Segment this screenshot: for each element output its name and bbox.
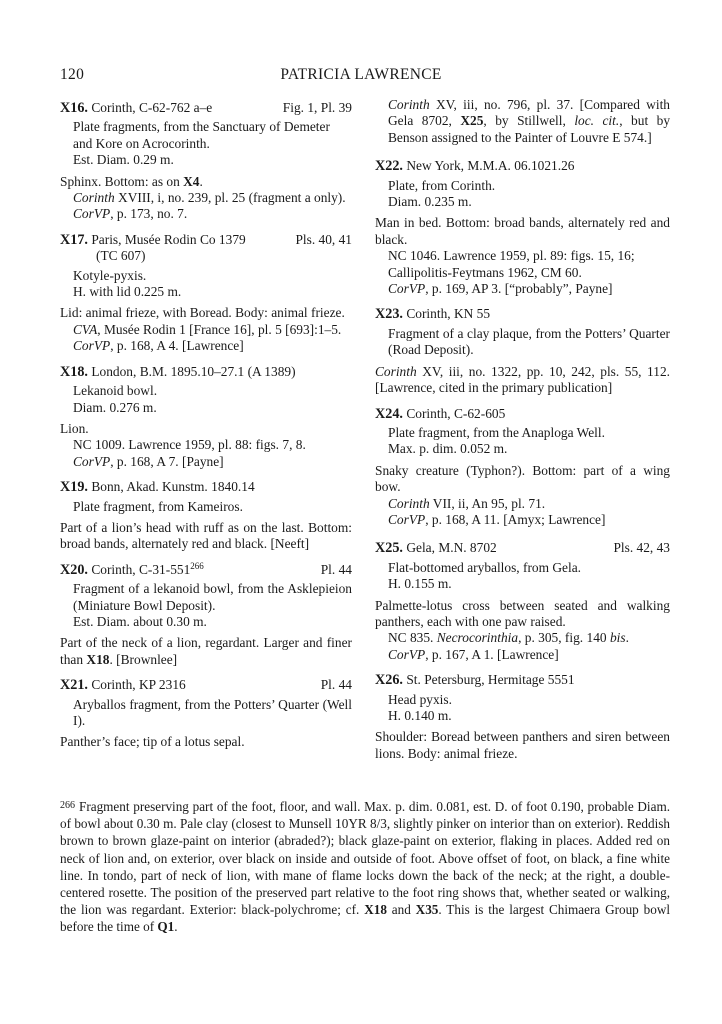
entry-shape: Fragment of a clay plaque, from the Potters’ Quarter (Road Deposit). xyxy=(388,325,670,358)
catalogue-entry-x22 xyxy=(375,158,670,297)
entry-id: X18. xyxy=(60,363,88,380)
entry-dimension: Diam. 0.235 m. xyxy=(388,194,472,210)
entry-literature: CVA, Musée Rodin 1 [France 16], pl. 5 [693]:1–5. xyxy=(73,321,342,337)
entry-shape: Aryballos fragment, from the Potters’ Quarter (Well I). xyxy=(73,696,352,728)
plate-reference: Pl. 44 xyxy=(320,677,352,693)
entry-description: Snaky creature (Typhon?). Bottom: part of a wing bow. xyxy=(375,462,670,495)
entry-title: Corinth, KP 2316 xyxy=(91,677,186,693)
catalogue-entry-x24 xyxy=(375,406,670,529)
entry-literature: CorVP, p. 167, A 1. [Lawrence] xyxy=(388,646,559,662)
entry-id: X23. xyxy=(375,306,403,323)
entry-dimension: Est. Diam. about 0.30 m. xyxy=(73,613,207,629)
catalogue-entry-x16 xyxy=(60,100,352,223)
plate-reference: Pls. 42, 43 xyxy=(613,540,670,556)
entry-shape: Plate fragments, from the Sanctuary of Demeter and Kore on Acrocorinth. xyxy=(73,119,330,151)
entry-literature: CorVP, p. 168, A 7. [Payne] xyxy=(73,453,224,469)
plate-reference: Pls. 40, 41 xyxy=(295,231,352,247)
catalogue-entry-x21 xyxy=(60,677,352,751)
entry-heading xyxy=(60,479,352,495)
entry-heading xyxy=(60,677,352,693)
entry-title: Paris, Musée Rodin Co 1379 xyxy=(91,231,246,247)
running-title: PATRICIA LAWRENCE xyxy=(280,66,442,83)
page-number: 120 xyxy=(60,66,85,83)
entry-shape: Kotyle-pyxis. xyxy=(73,267,147,283)
plate-reference: Pl. 44 xyxy=(320,561,352,577)
entry-title: Corinth, C-62-762 a–e xyxy=(91,100,213,115)
entry-shape: Plate, from Corinth. xyxy=(388,177,496,193)
entry-literature: Corinth XV, iii, no. 1322, pp. 10, 242, pls. 55, 112. [Lawrence, cited in the primary publication] xyxy=(375,363,670,396)
entry-heading xyxy=(60,364,352,380)
entry-description: Palmette-lotus cross between seated and walking panthers, each with one paw raised. xyxy=(375,597,670,629)
right-column xyxy=(375,97,670,771)
entry-dimension: H. 0.140 m. xyxy=(388,708,452,723)
entry-title-continued: (TC 607) xyxy=(96,248,146,264)
catalogue-entry-x26 xyxy=(375,672,670,762)
entry-description: Lion. xyxy=(60,420,89,436)
entry-description: Man in bed. Bottom: broad bands, alternately red and black. xyxy=(375,215,670,247)
entry-literature: Corinth XVIII, i, no. 239, pl. 25 (fragment a only). xyxy=(73,190,346,206)
entry-literature: NC 1009. Lawrence 1959, pl. 88: figs. 7, 8. xyxy=(73,437,306,453)
entry-heading xyxy=(375,306,670,322)
footnote-number: 266 xyxy=(60,800,75,811)
plate-reference: Fig. 1, Pl. 39 xyxy=(282,100,352,115)
entry-literature: CorVP, p. 169, AP 3. [“probably”, Payne] xyxy=(388,281,613,297)
entry-heading xyxy=(375,158,670,174)
entry-heading xyxy=(60,100,352,116)
entry-id: X22. xyxy=(375,158,403,175)
entry-literature: CorVP, p. 173, no. 7. xyxy=(73,206,188,222)
catalogue-entry-x18 xyxy=(60,364,352,470)
entry-id: X19. xyxy=(60,479,88,496)
entry-id: X16. xyxy=(60,100,88,116)
entry-literature: CorVP, p. 168, A 11. [Amyx; Lawrence] xyxy=(388,511,606,527)
entry-heading xyxy=(375,540,670,556)
entry-dimension: H. 0.155 m. xyxy=(388,576,452,592)
entry-dimension: Max. p. dim. 0.052 m. xyxy=(388,441,508,457)
entry-description: Sphinx. Bottom: as on X4. xyxy=(60,173,203,189)
entry-dimension: Est. Diam. 0.29 m. xyxy=(73,152,174,168)
entry-literature: NC 1046. Lawrence 1959, pl. 89: figs. 15, 16; Callipolitis-Feytmans 1962, CM 60. xyxy=(388,248,635,280)
entry-dimension: H. with lid 0.225 m. xyxy=(73,284,182,300)
entry-id: X17. xyxy=(60,231,88,248)
catalogue-entry-x23 xyxy=(375,306,670,396)
left-column xyxy=(60,100,352,760)
entry-title: Bonn, Akad. Kunstm. 1840.14 xyxy=(91,479,255,495)
entry-id: X25. xyxy=(375,540,403,557)
catalogue-entry-x17 xyxy=(60,232,352,355)
entry-id: X20. xyxy=(60,561,88,578)
entry-shape: Fragment of a lekanoid bowl, from the Asklepieion (Miniature Bowl Deposit). xyxy=(73,581,352,613)
entry-literature: Corinth VII, ii, An 95, pl. 71. xyxy=(388,495,546,511)
entry-heading xyxy=(60,562,352,578)
entry-shape: Flat-bottomed aryballos, from Gela. xyxy=(388,559,582,575)
entry-literature: CorVP, p. 168, A 4. [Lawrence] xyxy=(73,338,244,354)
entry-title: Corinth, KN 55 xyxy=(406,306,491,322)
entry-title: Corinth, C-31-551 xyxy=(91,561,191,577)
entry-literature-continued: Corinth XV, iii, no. 796, pl. 37. [Compared with Gela 8702, X25, by Stillwell, loc. cit., but by Benson assigned to the Painter of Louvre E 574.] xyxy=(388,97,671,145)
catalogue-entry-x19 xyxy=(60,479,352,553)
entry-title: St. Petersburg, Hermitage 5551 xyxy=(406,672,575,688)
footnote: $^{266}$ Fragment preserving part of the foot, floor, and wall. Max. p. dim. 0.081, est. D. of foot 0.190, probable Diam. of bowl about 0.30 m. Pale clay (closest to Munsell 10YR 8/3, slightly pinker on interior than on exterior). Reddish brown to brown glaze-paint on interior (abraded?); black glaze-paint on exterior, flaking in places. Added red on neck of lion and, on exterior, over black on inside and outside of foot. Above offset of foot, on black, a fine white line. In tondo, part of neck of lion, with mane of flame locks down the back of the neck; at the right, a double-centered rosette. The position of the preserved part relative to the foot ring shows that, whether seated or walking, the lion was regardant. Exterior: black-polychrome; cf. X18 and X35. This is the largest Chimaera Group bowl before the time of Q1. xyxy=(60,799,671,935)
entry-heading xyxy=(375,406,670,422)
entry-description: Panther’s face; tip of a lotus sepal. xyxy=(60,734,245,750)
entry-dimension: Diam. 0.276 m. xyxy=(73,399,157,415)
entry-description: Lid: animal frieze, with Boread. Body: animal frieze. xyxy=(60,305,345,321)
entry-heading xyxy=(375,672,670,688)
entry-title: Corinth, C-62-605 xyxy=(406,405,506,421)
entry-title: New York, M.M.A. 06.1021.26 xyxy=(406,158,575,174)
entry-id: X21. xyxy=(60,677,88,694)
entry-shape: Lekanoid bowl. xyxy=(73,383,158,399)
entry-title: London, B.M. 1895.10–27.1 (A 1389) xyxy=(91,363,296,379)
entry-title: Gela, M.N. 8702 xyxy=(406,540,497,556)
entry-id: X24. xyxy=(375,405,403,422)
entry-description: Part of a lion’s head with ruff as on the last. Bottom: broad bands, alternately red and black. [Neeft] xyxy=(60,519,352,552)
catalogue-entry-x20 xyxy=(60,562,352,668)
entry-heading xyxy=(60,232,352,248)
catalogue-entry-x25 xyxy=(375,540,670,663)
footnote-marker[interactable]: 266 xyxy=(190,560,204,571)
entry-id: X26. xyxy=(375,672,403,689)
entry-description: Shoulder: Boread between panthers and siren between lions. Body: animal frieze. xyxy=(375,729,670,761)
entry-literature: NC 835. Necrocorinthia, p. 305, fig. 140 bis. xyxy=(388,630,629,646)
entry-shape: Plate fragment, from Kameiros. xyxy=(73,498,243,514)
entry-shape: Plate fragment, from the Anaploga Well. xyxy=(388,424,605,440)
entry-description: Part of the neck of a lion, regardant. Larger and finer than X18. [Brownlee] xyxy=(60,635,352,667)
entry-shape: Head pyxis. xyxy=(388,691,452,707)
